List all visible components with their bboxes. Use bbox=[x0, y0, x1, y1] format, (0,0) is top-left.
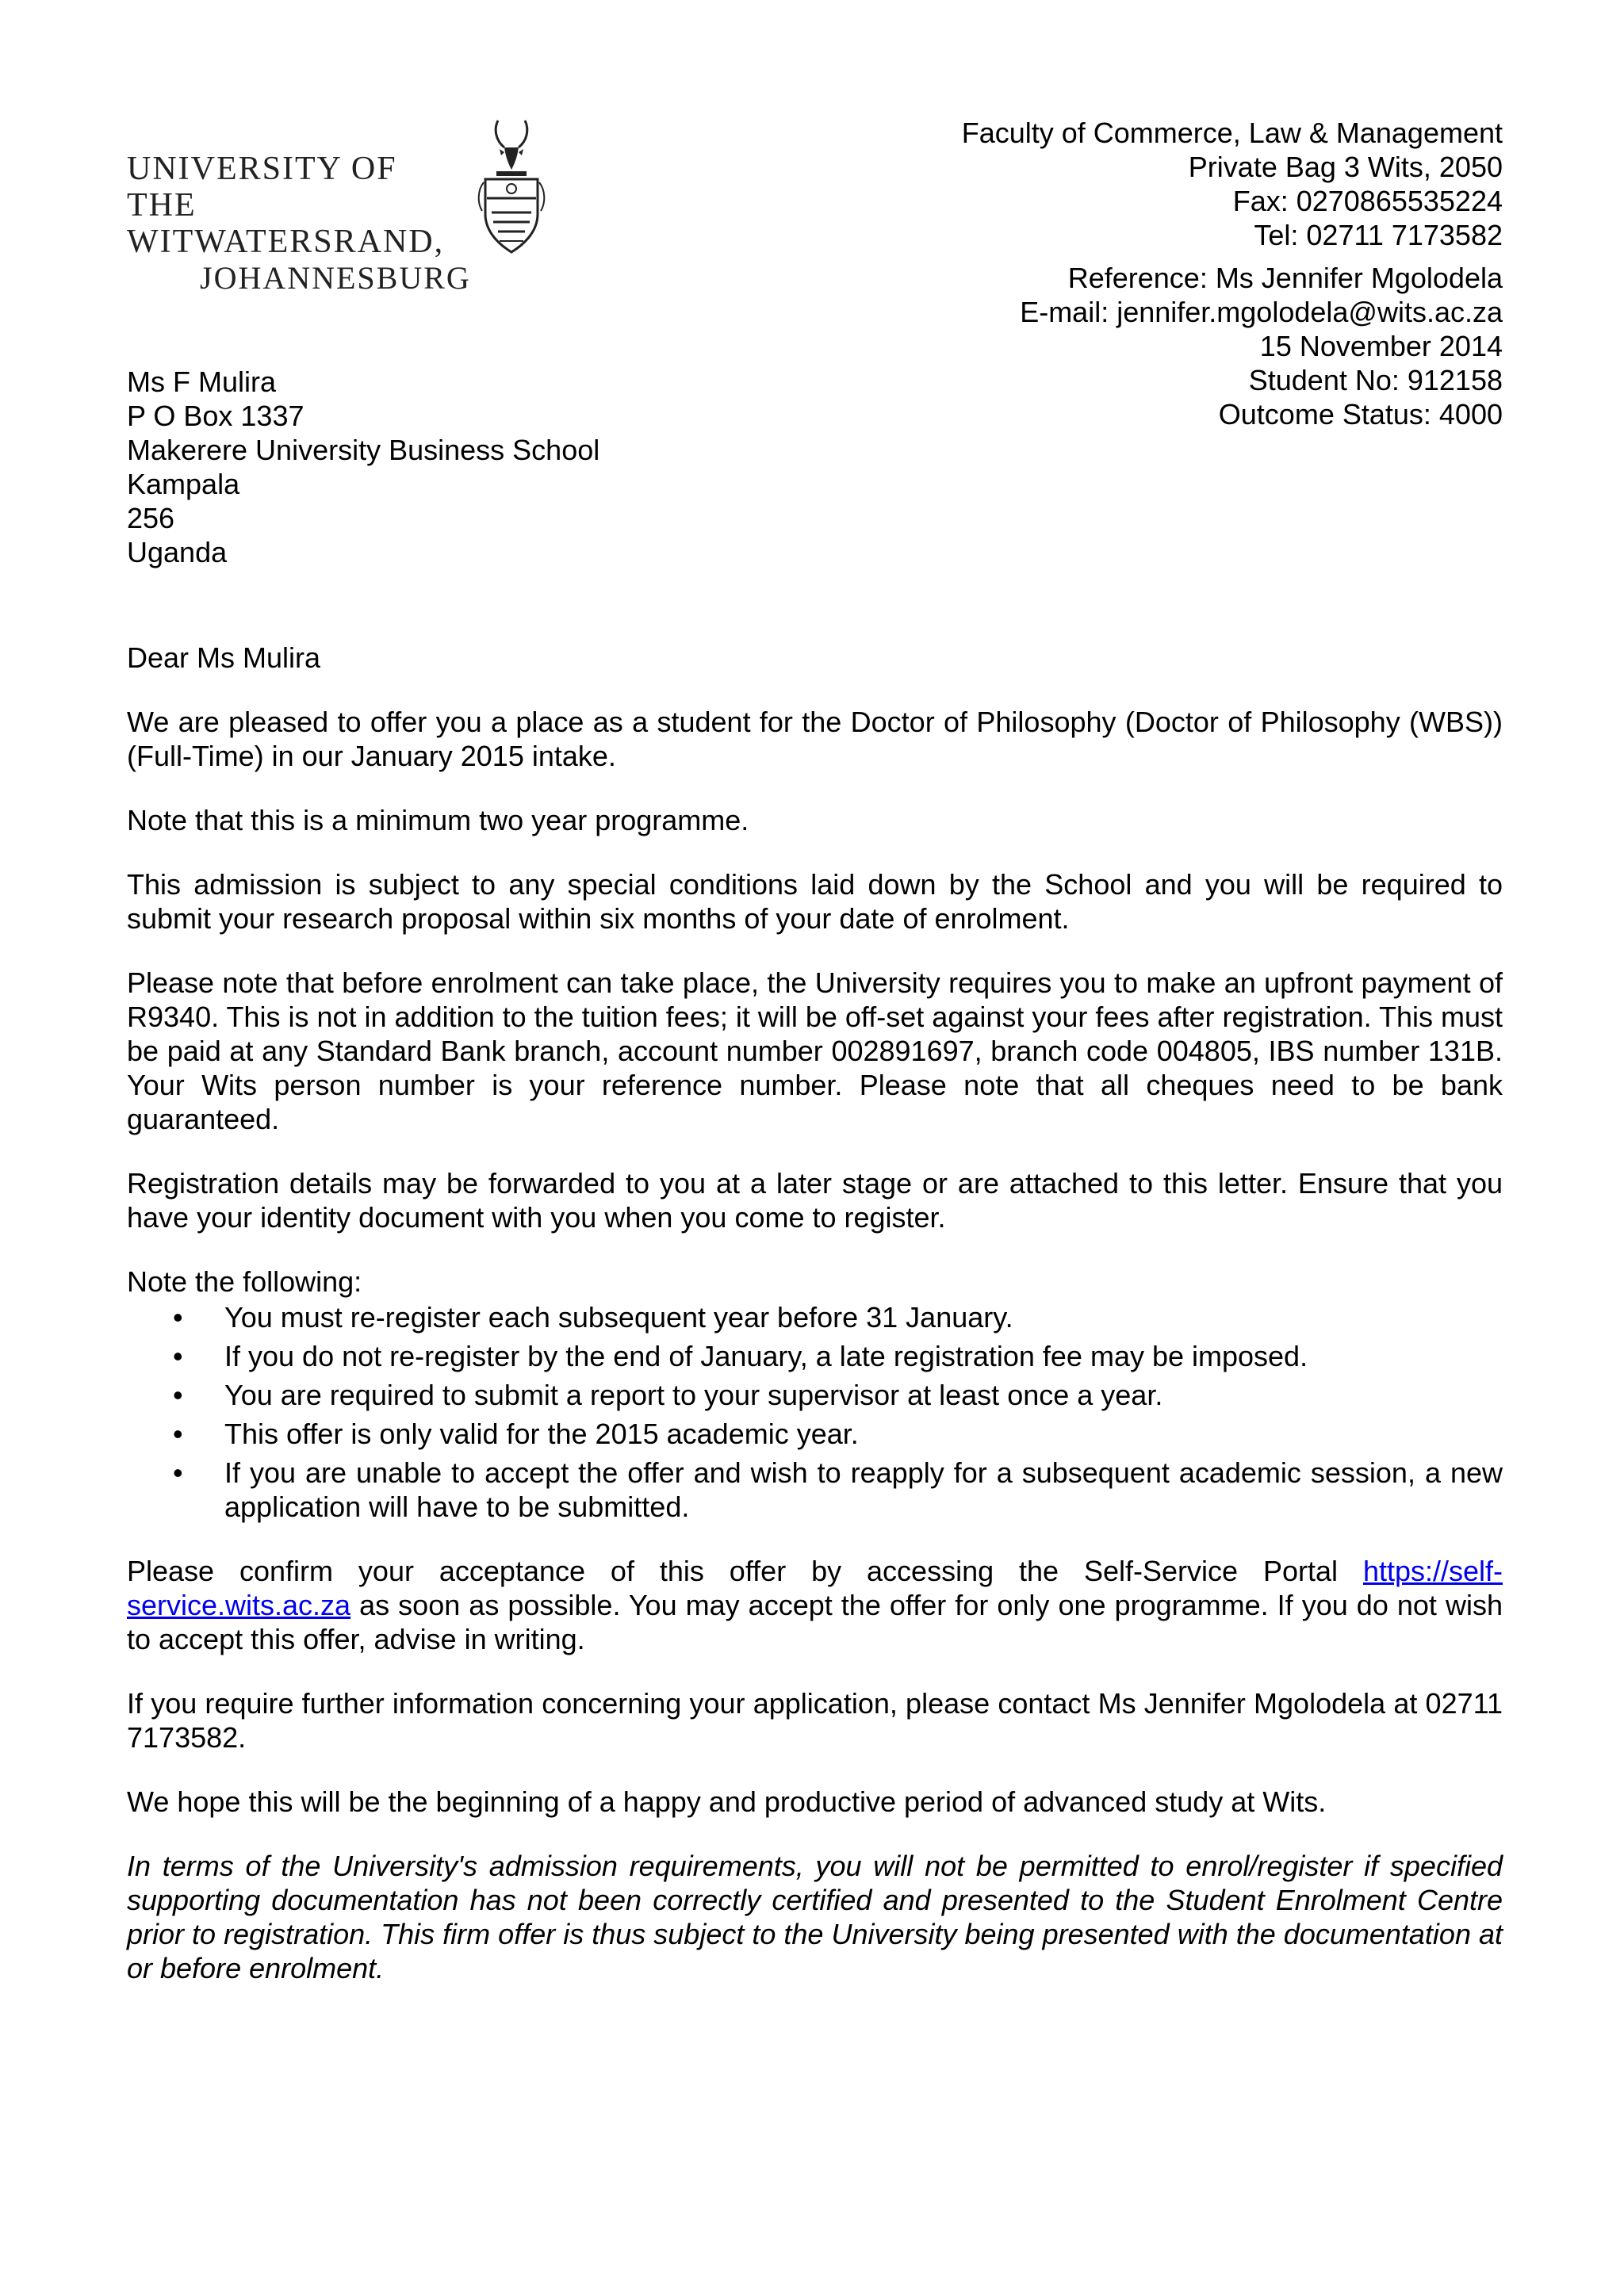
paragraph-contact: If you require further information concerning your application, please contact Ms Jennifer Mgolodela at 02711 7173582. bbox=[127, 1687, 1503, 1754]
logo-wordmark bbox=[127, 151, 471, 297]
reference-line: Reference: Ms Jennifer Mgolodela bbox=[1067, 262, 1503, 294]
recipient-institution: Makerere University Business School bbox=[127, 434, 600, 466]
notes-heading: Note the following: bbox=[127, 1265, 362, 1298]
outcome-status: Outcome Status: 4000 bbox=[1218, 398, 1503, 430]
university-logo bbox=[127, 114, 547, 296]
note-text: If you are unable to accept the offer and wish to reapply for a subsequent academic session, a new application will have to be submitted. bbox=[224, 1456, 1503, 1523]
faculty-contact-block bbox=[789, 116, 1503, 252]
logo-line-2: WITWATERSRAND, bbox=[127, 224, 445, 260]
faculty-tel: Tel: 02711 7173582 bbox=[1254, 219, 1503, 251]
student-number: Student No: 912158 bbox=[1248, 364, 1503, 396]
notes-list bbox=[127, 1300, 1503, 1524]
list-item bbox=[127, 1300, 1503, 1334]
paragraph-closing: We hope this will be the beginning of a happy and productive period of advanced study at Wits. bbox=[127, 1785, 1327, 1818]
paragraph-registration: Registration details may be forwarded to you at a later stage or are attached to this letter. Ensure that you have your identity document with you when you come to register. bbox=[127, 1167, 1503, 1234]
letter-meta-block bbox=[789, 261, 1503, 431]
faculty-fax: Fax: 0270865535224 bbox=[1232, 185, 1503, 217]
note-text: This offer is only valid for the 2015 academic year. bbox=[224, 1418, 859, 1450]
recipient-country: Uganda bbox=[127, 536, 228, 568]
letter-body bbox=[127, 641, 1503, 2015]
bullet-icon: • bbox=[173, 1301, 183, 1334]
logo-line-3: JOHANNESBURG bbox=[200, 260, 471, 296]
acceptance-text-start: Please confirm your acceptance of this offer by accessing the Self-Service Portal bbox=[127, 1555, 1363, 1587]
bullet-icon: • bbox=[173, 1379, 183, 1411]
paragraph-acceptance bbox=[127, 1554, 1503, 1656]
faculty-name: Faculty of Commerce, Law & Management bbox=[961, 117, 1503, 149]
recipient-code: 256 bbox=[127, 502, 175, 534]
list-item bbox=[127, 1456, 1503, 1524]
acceptance-text-end: as soon as possible. You may accept the offer for only one programme. If you do not wish to accept this offer, advise in writing. bbox=[127, 1589, 1503, 1655]
note-text: You must re-register each subsequent year before 31 January. bbox=[224, 1301, 1013, 1334]
recipient-address bbox=[127, 365, 841, 569]
note-text: You are required to submit a report to your supervisor at least once a year. bbox=[224, 1379, 1163, 1411]
recipient-po-box: P O Box 1337 bbox=[127, 400, 304, 432]
self-service-portal-link[interactable]: https://self-service.wits.ac.za bbox=[127, 1555, 1503, 1621]
email-line: E-mail: jennifer.mgolodela@wits.ac.za bbox=[1020, 296, 1503, 328]
letter-date: 15 November 2014 bbox=[1259, 330, 1503, 362]
recipient-name: Ms F Mulira bbox=[127, 365, 276, 398]
paragraph-payment: Please note that before enrolment can take place, the University requires you to make an upfront payment of R9340. This is not in addition to the tuition fees; it will be off-set against your fees after registration. This must be paid at any Standard Bank branch, account number 002891697, branch code 004805, IBS number 131B. Your Wits person number is your reference number. Please note that all cheques need to be bank guaranteed. bbox=[127, 966, 1503, 1135]
logo-line-1: UNIVERSITY OF THE bbox=[127, 151, 397, 224]
recipient-city: Kampala bbox=[127, 468, 240, 500]
list-item bbox=[127, 1417, 1503, 1451]
paragraph-disclaimer: In terms of the University's admission requirements, you will not be permitted to enrol/register if specified supporting documentation has not been correctly certified and presented to the Student Enrolment Centre prior to registration. This firm offer is thus subject to the University being presented with the documentation at or before enrolment. bbox=[127, 1850, 1503, 1984]
list-item bbox=[127, 1339, 1503, 1373]
paragraph-duration: Note that this is a minimum two year programme. bbox=[127, 804, 749, 836]
paragraph-conditions: This admission is subject to any special conditions laid down by the School and you will be required to submit your research proposal within six months of your date of enrolment. bbox=[127, 868, 1503, 935]
note-text: If you do not re-register by the end of January, a late registration fee may be imposed. bbox=[224, 1340, 1308, 1372]
list-item bbox=[127, 1378, 1503, 1412]
bullet-icon: • bbox=[173, 1340, 183, 1372]
paragraph-offer: We are pleased to offer you a place as a student for the Doctor of Philosophy (Doctor of Philosophy (WBS)) (Full-Time) in our January 2015 intake. bbox=[127, 706, 1503, 772]
bullet-icon: • bbox=[173, 1456, 183, 1489]
bullet-icon: • bbox=[173, 1418, 183, 1450]
university-crest-icon bbox=[476, 114, 547, 257]
greeting: Dear Ms Mulira bbox=[127, 641, 321, 674]
faculty-address: Private Bag 3 Wits, 2050 bbox=[1188, 151, 1503, 183]
